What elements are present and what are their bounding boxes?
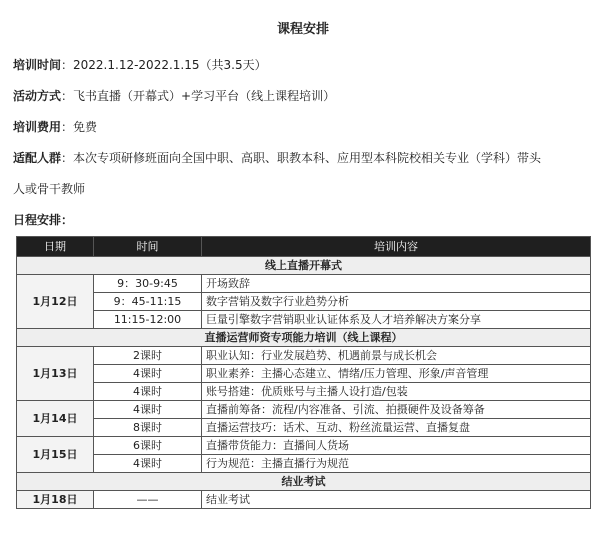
content-cell: 直播带货能力：直播间人货场	[202, 437, 591, 455]
audience-label: 适配人群	[13, 151, 62, 165]
table-row	[17, 293, 591, 311]
time-cell: 4课时	[94, 455, 202, 473]
content-cell: 巨量引擎数字营销职业认证体系及人才培养解决方案分享	[202, 311, 591, 329]
schedule-table	[16, 236, 591, 509]
time-cell: 6课时	[94, 437, 202, 455]
time-cell: 4课时	[94, 401, 202, 419]
training-fee-value: ：免费	[61, 120, 98, 134]
content-cell: 数字营销及数字行业趋势分析	[202, 293, 591, 311]
activity-mode-value: ：飞书直播（开幕式）+学习平台（线上课程培训）	[61, 89, 336, 103]
time-cell: 4课时	[94, 365, 202, 383]
section-opening: 线上直播开幕式	[17, 257, 591, 275]
table-row	[17, 311, 591, 329]
date-cell: 1月12日	[17, 275, 94, 329]
date-cell: 1月15日	[17, 437, 94, 473]
table-row	[17, 383, 591, 401]
training-fee-line	[13, 118, 97, 135]
time-cell: ——	[94, 491, 202, 509]
date-cell: 1月13日	[17, 347, 94, 401]
section-row	[17, 473, 591, 491]
audience-line	[13, 149, 541, 166]
content-cell: 开场致辞	[202, 275, 591, 293]
content-cell: 行为规范：主播直播行为规范	[202, 455, 591, 473]
activity-mode-line	[13, 87, 335, 104]
time-cell: 9：45-11:15	[94, 293, 202, 311]
date-cell: 1月18日	[17, 491, 94, 509]
table-row	[17, 437, 591, 455]
training-time-line	[13, 56, 267, 73]
table-row	[17, 401, 591, 419]
table-row	[17, 275, 591, 293]
content-cell: 职业认知：行业发展趋势、机遇前景与成长机会	[202, 347, 591, 365]
content-cell: 直播前筹备：流程/内容准备、引流、拍摄硬件及设备筹备	[202, 401, 591, 419]
date-cell: 1月14日	[17, 401, 94, 437]
section-training: 直播运营师资专项能力培训（线上课程）	[17, 329, 591, 347]
time-cell: 2课时	[94, 347, 202, 365]
header-date: 日期	[17, 237, 94, 257]
page-title: 课程安排	[276, 22, 329, 37]
activity-mode-label: 活动方式	[13, 89, 62, 103]
training-time-label: 培训时间	[13, 58, 62, 72]
training-fee-label: 培训费用	[13, 120, 62, 134]
header-content: 培训内容	[202, 237, 591, 257]
time-cell: 9：30-9:45	[94, 275, 202, 293]
content-cell: 账号搭建：优质账号与主播人设打造/包装	[202, 383, 591, 401]
schedule-label: 日程安排：	[13, 213, 74, 227]
section-exam: 结业考试	[17, 473, 591, 491]
section-row	[17, 329, 591, 347]
training-time-value: ：2022.1.12-2022.1.15（共3.5天）	[61, 58, 267, 72]
table-row	[17, 491, 591, 509]
table-row	[17, 365, 591, 383]
table-row	[17, 419, 591, 437]
table-header-row	[17, 237, 591, 257]
audience-value: ：本次专项研修班面向全国中职、高职、职教本科、应用型本科院校相关专业（学科）带头	[61, 151, 542, 165]
header-time: 时间	[94, 237, 202, 257]
time-cell: 11:15-12:00	[94, 311, 202, 329]
content-cell: 职业素养：主播心态建立、情绪/压力管理、形象/声音管理	[202, 365, 591, 383]
table-row	[17, 455, 591, 473]
section-row	[17, 257, 591, 275]
table-row	[17, 347, 591, 365]
content-cell: 直播运营技巧：话术、互动、粉丝流量运营、直播复盘	[202, 419, 591, 437]
time-cell: 4课时	[94, 383, 202, 401]
audience-line-2: 人或骨干教师	[13, 182, 86, 196]
time-cell: 8课时	[94, 419, 202, 437]
content-cell: 结业考试	[202, 491, 591, 509]
